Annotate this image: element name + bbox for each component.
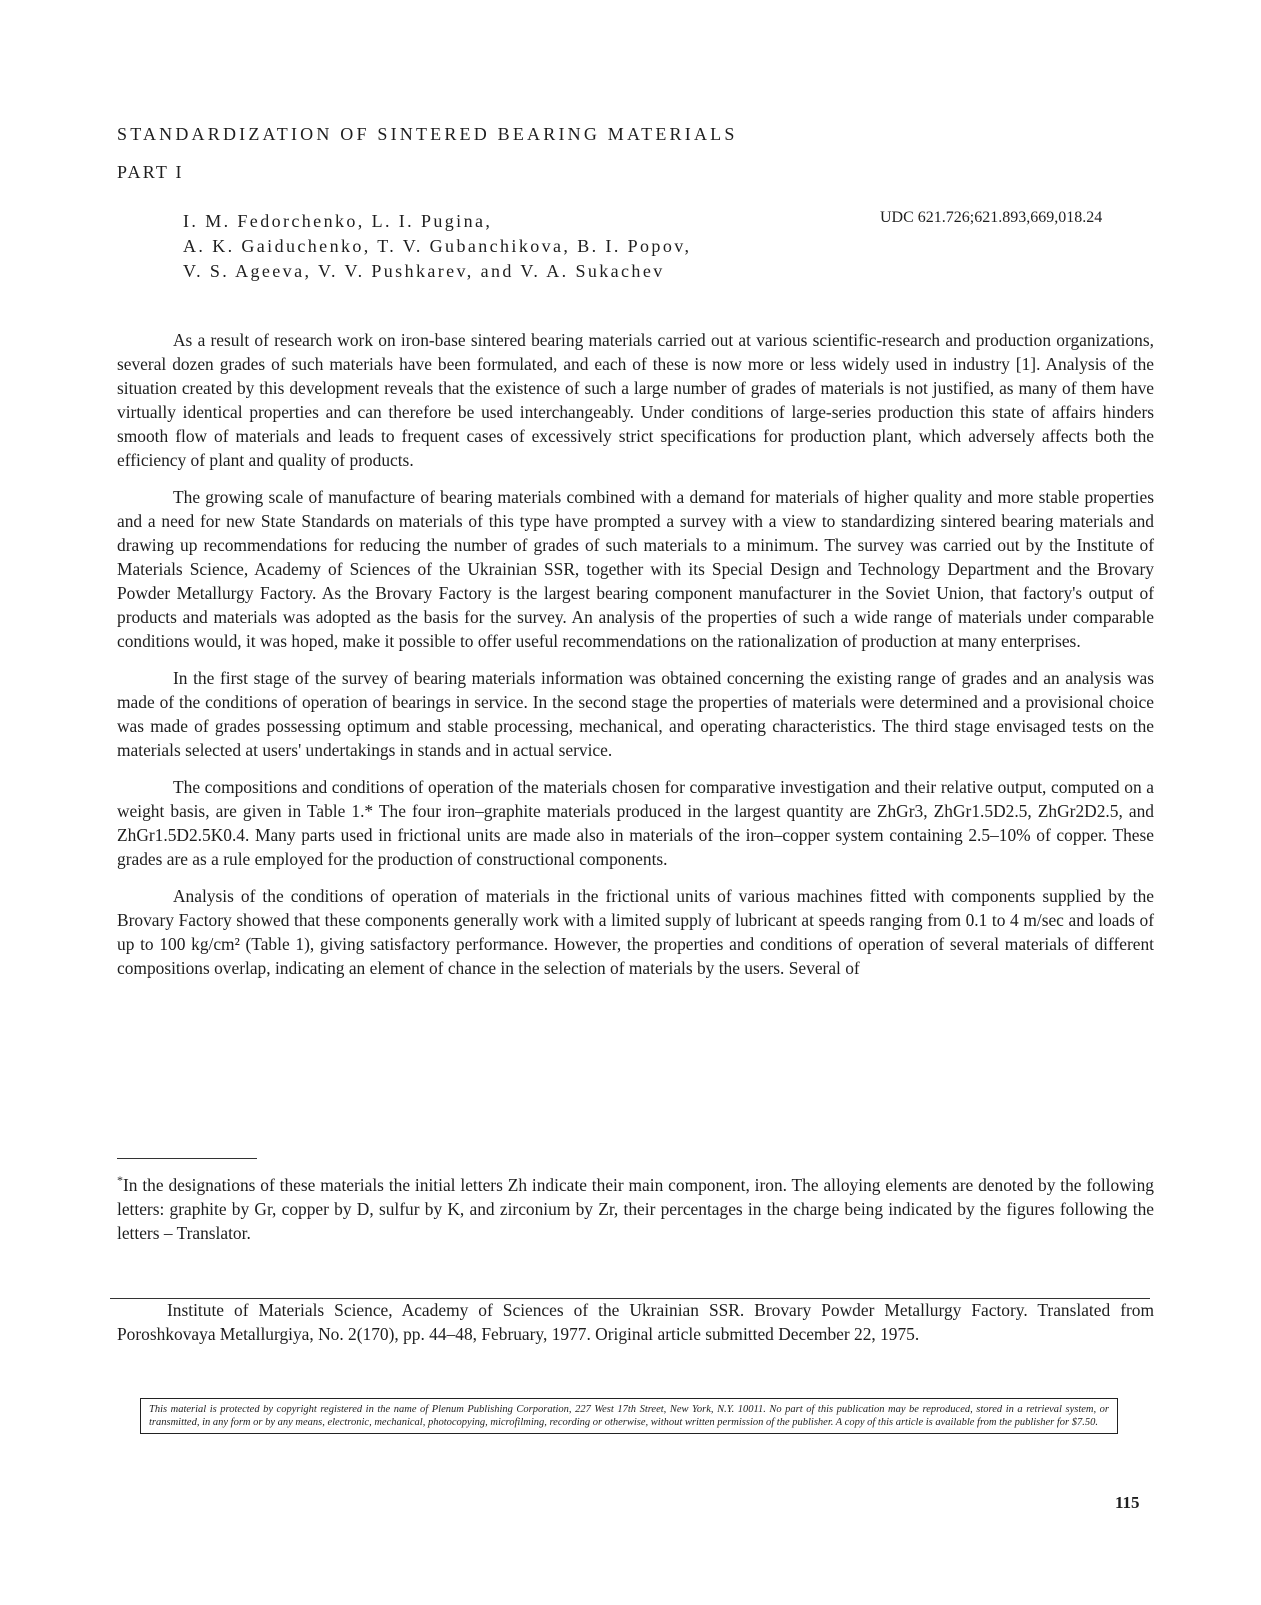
- translator-footnote: [117, 1168, 1154, 1245]
- copyright-notice: This material is protected by copyright registered in the name of Plenum Publishing Corporation, 227 West 17th Street, New York, N.Y. 10011. No part of this publication may be reproduced, stored in a retrieval system, or transmitted, in any form or by any means, electronic, mechanical, photocopying, microfilming, recording or otherwise, without written permission of the publisher. A copy of this article is available from the publisher for $7.50.: [140, 1398, 1118, 1434]
- article-body: [117, 328, 1154, 993]
- page-number: 115: [1115, 1493, 1140, 1512]
- article-title: STANDARDIZATION OF SINTERED BEARING MATERIALS: [117, 124, 738, 144]
- body-paragraph: In the first stage of the survey of bearing materials information was obtained concerning the existing range of grades and an analysis was made of the conditions of operation of bearings in service. In the second stage the properties of materials were determined and a provisional choice was made of grades possessing optimum and stable processing, mechanical, and operating characteristics. The third stage envisaged tests on the materials selected at users' undertakings in stands and in actual service.: [117, 668, 1154, 760]
- footnote-divider: [117, 1158, 257, 1159]
- author-line: I. M. Fedorchenko, L. I. Pugina,: [183, 211, 493, 231]
- udc-code: UDC 621.726;621.893,669,018.24: [880, 209, 1103, 226]
- footnote-marker: *: [117, 1173, 123, 1187]
- body-paragraph: The growing scale of manufacture of bearing materials combined with a demand for materials of higher quality and more stable properties and a need for new State Standards on materials of this type have prompted a survey with a view to standardizing sintered bearing materials and drawing up recommendations for reducing the number of grades of such materials to a minimum. The survey was carried out by the Institute of Materials Science, Academy of Sciences of the Ukrainian SSR, together with its Special Design and Technology Department and the Brovary Powder Metallurgy Factory. As the Brovary Factory is the largest bearing component manufacturer in the Soviet Union, that factory's output of products and materials was adopted as the basis for the survey. An analysis of the properties of such a wide range of materials under comparable conditions would, it was hoped, make it possible to offer useful recommendations on the rationalization of production at many enterprises.: [117, 487, 1154, 651]
- author-line: V. S. Ageeva, V. V. Pushkarev, and V. A. Sukachev: [183, 261, 665, 281]
- author-line: A. K. Gaiduchenko, T. V. Gubanchikova, B. I. Popov,: [183, 236, 692, 256]
- body-paragraph: The compositions and conditions of operation of the materials chosen for comparative investigation and their relative output, computed on a weight basis, are given in Table 1.* The four iron–graphite materials produced in the largest quantity are ZhGr3, ZhGr1.5D2.5, ZhGr2D2.5, and ZhGr1.5D2.5K0.4. Many parts used in frictional units are made also in materials of the iron–copper system containing 2.5–10% of copper. These grades are as a rule employed for the production of constructional components.: [117, 777, 1154, 869]
- footnote-text: In the designations of these materials the initial letters Zh indicate their main component, iron. The alloying elements are denoted by the following letters: graphite by Gr, copper by D, sulfur by K, and zirconium by Zr, their percentages in the charge being indicated by the figures following the letters – Translator.: [117, 1174, 1154, 1243]
- article-part: PART I: [117, 162, 184, 182]
- author-list: [183, 209, 923, 284]
- body-paragraph: Analysis of the conditions of operation of materials in the frictional units of various machines fitted with components supplied by the Brovary Factory showed that these components generally work with a limited supply of lubricant at speeds ranging from 0.1 to 4 m/sec and loads of up to 100 kg/cm² (Table 1), giving satisfactory performance. However, the properties and conditions of operation of several materials of different compositions overlap, indicating an element of chance in the selection of materials by the users. Several of: [117, 886, 1154, 978]
- body-paragraph: As a result of research work on iron-base sintered bearing materials carried out at various scientific-research and production organizations, several dozen grades of such materials have been formulated, and each of these is now more or less widely used in industry [1]. Analysis of the situation created by this development reveals that the existence of such a large number of grades of materials is not justified, as many of them have virtually identical properties and can therefore be used interchangeably. Under conditions of large-series production this state of affairs hinders smooth flow of materials and leads to frequent cases of excessively strict specifications for production plant, which adversely affects both the efficiency of plant and quality of products.: [117, 330, 1154, 470]
- affiliation-note: Institute of Materials Science, Academy of Sciences of the Ukrainian SSR. Brovary Powder Metallurgy Factory. Translated from Poroshkovaya Metallurgiya, No. 2(170), pp. 44–48, February, 1977. Original article submitted December 22, 1975.: [117, 1300, 1154, 1344]
